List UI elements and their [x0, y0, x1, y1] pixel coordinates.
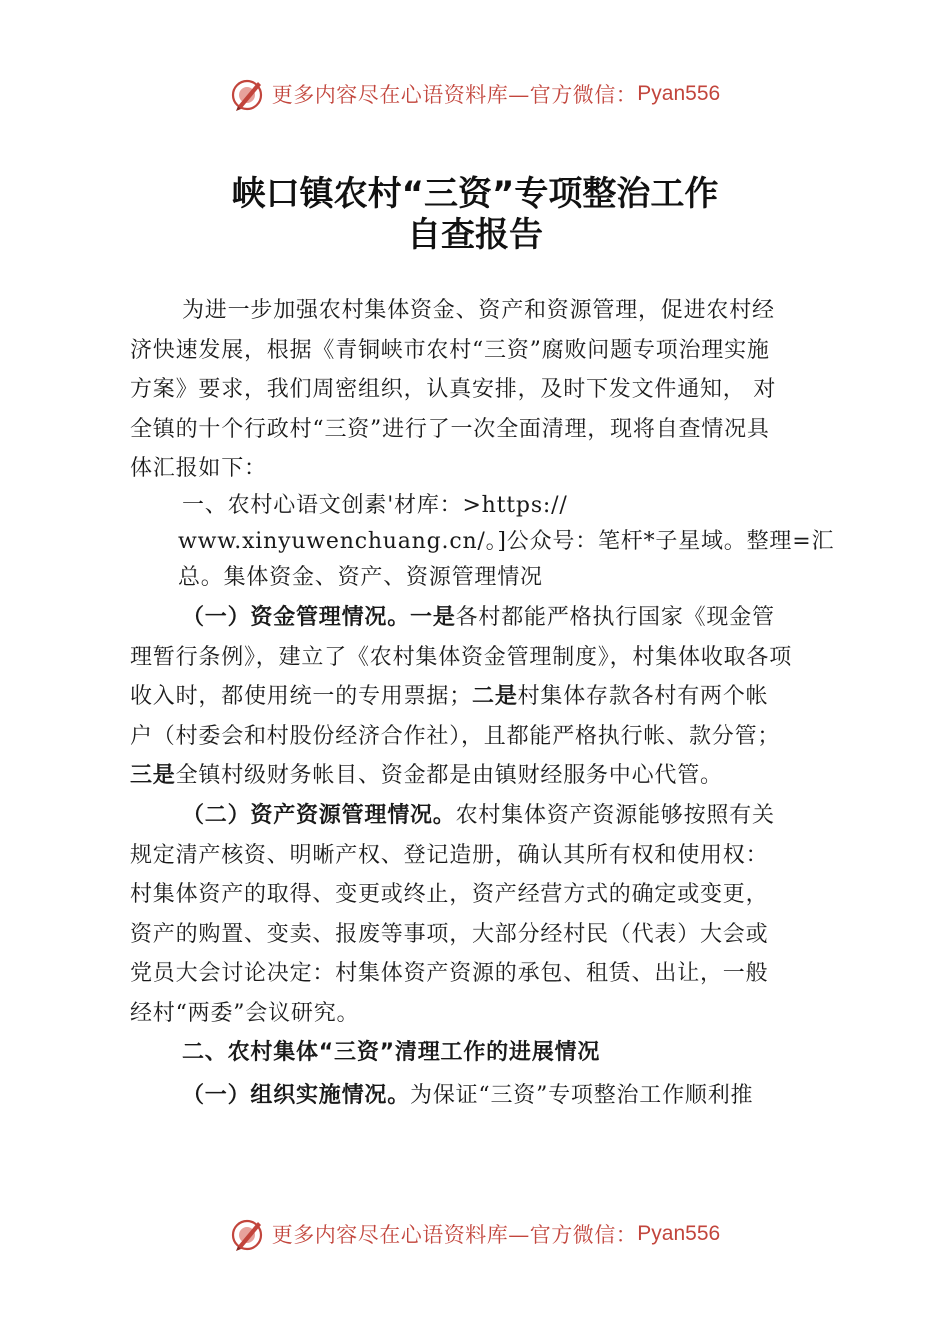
- text-line: 资产的购置、变卖、报废等事项，大部分经村民（代表）大会或: [130, 921, 769, 947]
- text-line: 方案》要求，我们周密组织，认真安排，及时下发文件通知， 对: [130, 377, 777, 402]
- pen-logo-icon: [230, 76, 266, 112]
- section2-heading: [130, 1033, 850, 1073]
- text-segment: 各村都能严格执行国家《现金管: [455, 605, 775, 630]
- watermark-text: 更多内容尽在心语资料库—官方微信：: [271, 1223, 638, 1247]
- subsection-heading: （一）资金管理情况。: [182, 605, 411, 630]
- text-line: 村集体资产的取得、变更或终止，资产经营方式的确定或变更，: [130, 882, 769, 907]
- watermark-text: 更多内容尽在心语资料库—官方微信：: [271, 83, 638, 107]
- header-watermark: [0, 72, 950, 116]
- subsection2-paragraph: [130, 796, 850, 1033]
- text-line: 理暂行条例》，建立了《农村集体资金管理制度》，村集体收取各项: [130, 644, 793, 670]
- text-line: 为进一步加强农村集体资金、资产和资源管理，促进农村经: [182, 298, 775, 323]
- subsection3-paragraph: [130, 1076, 850, 1116]
- text-line: 规定清产核资、明晰产权、登记造册，确认其所有权和使用权：: [130, 842, 769, 868]
- text-line: [130, 1033, 850, 1073]
- keyword: 一是: [410, 605, 456, 630]
- keyword: 三是: [130, 763, 176, 788]
- document-title-line2: 自查报告: [407, 215, 543, 255]
- text-line: 党员大会讨论决定：村集体资产资源的承包、租赁、出让，一般: [130, 961, 769, 986]
- text-line: [130, 677, 850, 717]
- text-segment: 农村集体资产资源能够按照有关: [455, 803, 775, 828]
- text-segment: 村集体存款各村有两个帐: [517, 684, 769, 709]
- text-segment: 全镇村级财务帐目、资金都是由镇财经服务中心代管。: [175, 763, 723, 788]
- text-line: 全镇的十个行政村“三资”进行了一次全面清理，现将自查情况具: [130, 416, 770, 442]
- text-line: 体汇报如下：: [130, 456, 267, 481]
- subsection-heading: （二）资产资源管理情况。: [182, 803, 456, 828]
- text-segment: 收入时，都使用统一的专用票据；: [130, 684, 473, 709]
- subsection-heading: （一）组织实施情况。: [182, 1083, 411, 1108]
- intro-paragraph: [130, 291, 850, 489]
- section1-heading: [130, 488, 850, 596]
- keyword: 二是: [472, 684, 518, 709]
- subsection1-paragraph: [130, 598, 850, 796]
- text-line: 一、农村心语文创素'材库：>https://: [182, 493, 568, 518]
- text-line: [130, 796, 850, 836]
- text-line: 总。集体资金、资产、资源管理情况: [178, 565, 543, 590]
- text-line: [130, 756, 850, 796]
- watermark-wechat-id: Pyan556: [637, 1222, 721, 1245]
- text-line: 户（村委会和村股份经济合作社），且都能严格执行帐、款分管；: [130, 723, 781, 749]
- text-line: www.xinyuwenchuang.cn/。]公众号：笔杆*子星域。整理=汇: [178, 529, 835, 554]
- pen-logo-icon: [230, 1216, 266, 1252]
- document-title-line1: 峡口镇农村“三资”专项整治工作: [231, 174, 719, 214]
- text-line: [130, 1076, 850, 1116]
- text-line: 经村“两委”会议研究。: [130, 1000, 360, 1026]
- text-segment: 为保证“三资”专项整治工作顺利推: [410, 1083, 754, 1108]
- watermark-wechat-id: Pyan556: [637, 82, 721, 105]
- text-line: [130, 598, 850, 638]
- section-heading-text: 二、农村集体“三资”清理工作的进展情况: [182, 1040, 601, 1065]
- footer-watermark: [0, 1212, 950, 1256]
- text-line: 济快速发展，根据《青铜峡市农村“三资”腐败问题专项治理实施: [130, 337, 770, 363]
